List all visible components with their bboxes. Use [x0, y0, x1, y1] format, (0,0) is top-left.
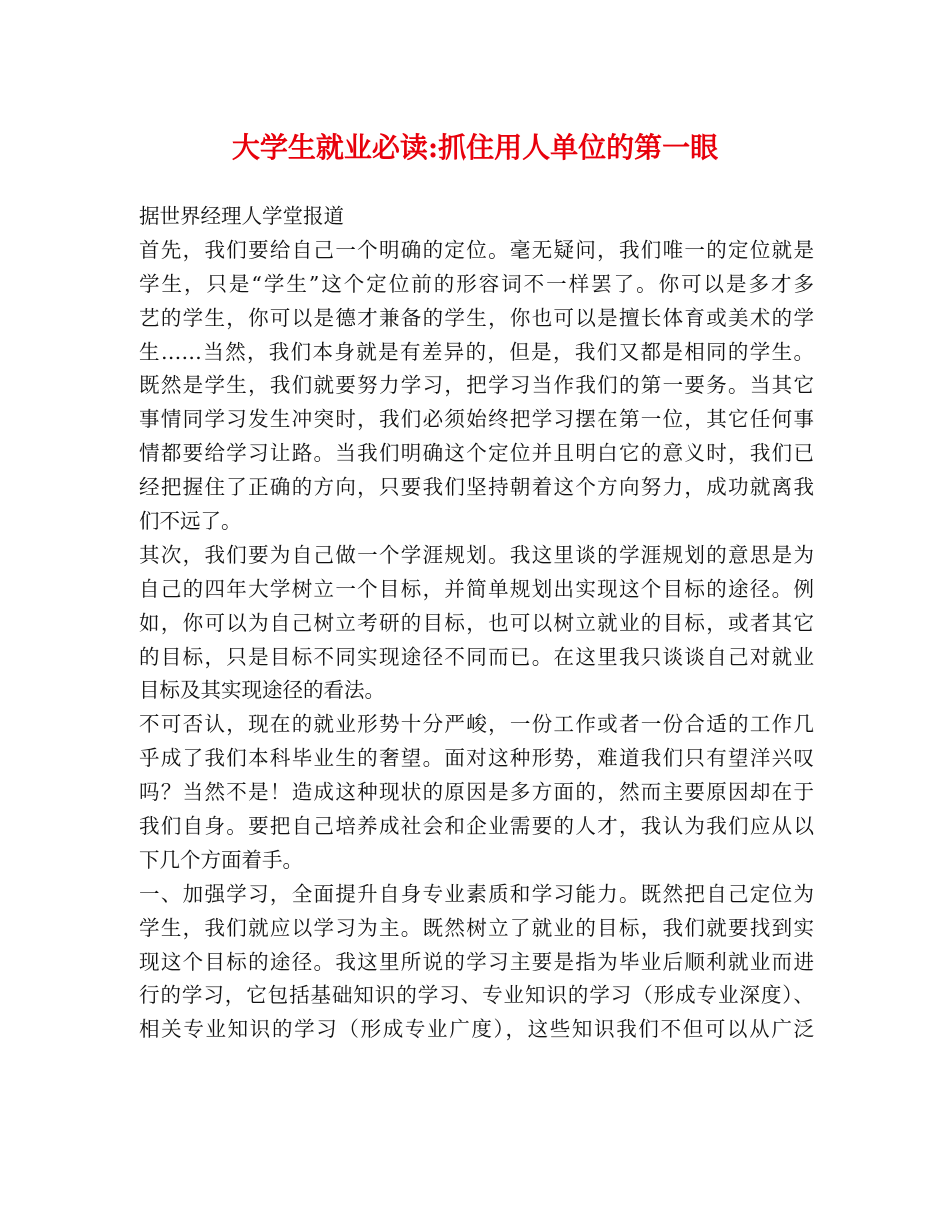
body-line: 下几个方面着手。	[139, 847, 303, 872]
body-line: 们不远了。	[139, 509, 242, 534]
body-line: 如，你可以为自己树立考研的目标，也可以树立就业的目标，或者其它	[139, 610, 814, 635]
body-line: 现这个目标的途径。我这里所说的学习主要是指为毕业后顺利就业而进	[139, 949, 814, 974]
body-line: 我们自身。要把自己培养成社会和企业需要的人才，我认为我们应从以	[139, 814, 814, 839]
body-line: 行的学习，它包括基础知识的学习、专业知识的学习（形成专业深度）、	[139, 983, 814, 1008]
body-line: 目标及其实现途径的看法。	[139, 678, 385, 703]
body-line: 情都要给学习让路。当我们明确这个定位并且明白它的意义时，我们已	[139, 441, 814, 466]
body-line: 乎成了我们本科毕业生的奢望。面对这种形势，难道我们只有望洋兴叹	[139, 746, 814, 771]
body-line: 其次，我们要为自己做一个学涯规划。我这里谈的学涯规划的意思是为	[139, 542, 814, 567]
body-line: 相关专业知识的学习（形成专业广度），这些知识我们不但可以从广泛	[139, 1017, 814, 1042]
body-line: 艺的学生，你可以是德才兼备的学生，你也可以是擅长体育或美术的学	[139, 305, 814, 330]
body-line: 事情同学习发生冲突时，我们必须始终把学习摆在第一位，其它任何事	[139, 407, 814, 432]
body-line: 吗？当然不是！造成这种现状的原因是多方面的，然而主要原因却在于	[139, 780, 814, 805]
body-line: 经把握住了正确的方向，只要我们坚持朝着这个方向努力，成功就离我	[139, 475, 814, 500]
document-title: 大学生就业必读:抓住用人单位的第一眼	[231, 131, 719, 164]
body-line: 既然是学生，我们就要努力学习，把学习当作我们的第一要务。当其它	[139, 373, 814, 398]
body-line: 学生，我们就应以学习为主。既然树立了就业的目标，我们就要找到实	[139, 915, 814, 940]
body-line: 一、加强学习，全面提升自身专业素质和学习能力。既然把自己定位为	[139, 881, 814, 906]
body-line: 的目标，只是目标不同实现途径不同而已。在这里我只谈谈自己对就业	[139, 644, 814, 669]
body-line: 自己的四年大学树立一个目标，并简单规划出实现这个目标的途径。例	[139, 576, 814, 601]
document-body	[139, 200, 814, 1047]
body-line: 据世界经理人学堂报道	[139, 204, 344, 228]
body-line: 学生，只是“学生”这个定位前的形容词不一样罢了。你可以是多才多	[139, 271, 814, 296]
body-line: 生……当然，我们本身就是有差异的，但是，我们又都是相同的学生。	[139, 339, 814, 364]
body-line: 不可否认，现在的就业形势十分严峻，一份工作或者一份合适的工作几	[139, 712, 814, 737]
body-line: 首先，我们要给自己一个明确的定位。毫无疑问，我们唯一的定位就是	[139, 237, 814, 262]
